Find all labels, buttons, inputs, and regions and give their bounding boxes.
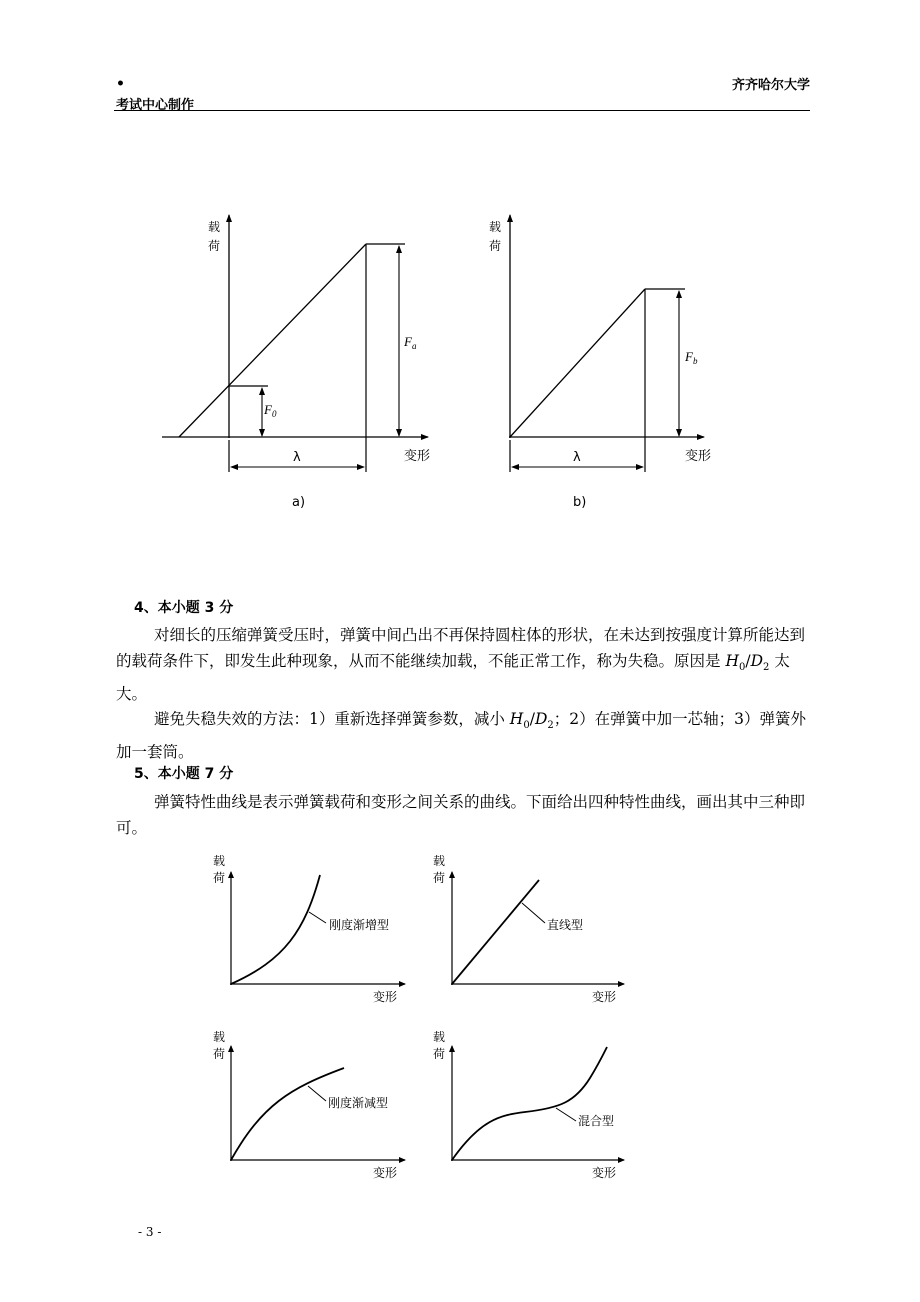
header-right: 齐齐哈尔大学 (731, 78, 810, 93)
panel3-load-2: 荷 (213, 1047, 226, 1061)
fig-a-deform-label: 变形 (404, 449, 431, 464)
fig-b-load-label-1: 载 (489, 220, 502, 234)
panel2-curve-label: 直线型 (547, 918, 584, 932)
panel1-deform: 变形 (373, 990, 398, 1004)
fig-b-lambda-label: λ (573, 450, 581, 465)
panel3-deform: 变形 (373, 1166, 398, 1180)
fig-a-f0-label: $F_0$ (264, 402, 277, 419)
q4-paragraph-1: 对细长的压缩弹簧受压时，弹簧中间凸出不再保持圆柱体的形状，在未达到按强度计算所能达到的载荷条件下，即发生此种现象，从而不能继续加载，不能正常工作，称为失稳。原因是 $H_0/D_2$ 太大。 (116, 626, 806, 704)
q5-title: 5、本小题 7 分 (134, 766, 234, 782)
panel2-load-2: 荷 (433, 871, 446, 885)
curve-panel-2 (433, 853, 624, 1004)
fig-a-load-label-2: 荷 (208, 239, 221, 253)
q5-paragraph-1: 弹簧特性曲线是表示弹簧载荷和变形之间关系的曲线。下面给出四种特性曲线，画出其中三种即可。 (116, 793, 806, 837)
q4-paragraph-2: 避免失稳失效的方法：1）重新选择弹簧参数，减小 $H_0/D_2$；2）在弹簧中加一芯轴；3）弹簧外加一套筒。 (116, 710, 806, 762)
panel4-load-1: 载 (433, 1030, 446, 1044)
curve-softening (231, 1068, 344, 1160)
curve-mixed (452, 1047, 607, 1160)
fig-b-fb-label: $F_b$ (685, 349, 698, 366)
panel1-curve-label: 刚度渐增型 (329, 918, 390, 932)
header-dot: • (116, 76, 125, 92)
fig-a-lambda-label: λ (293, 450, 301, 465)
curve-linear (452, 880, 539, 984)
q4-title: 4、本小题 3 分 (134, 600, 234, 616)
fig-b-caption: b) (573, 495, 587, 510)
fig-a-load-label-1: 载 (208, 220, 221, 234)
fig-a-caption: a) (292, 495, 306, 510)
panel3-curve-label: 刚度渐减型 (328, 1096, 389, 1110)
curve-panel-3 (213, 1029, 405, 1180)
panel4-curve-label: 混合型 (578, 1114, 615, 1128)
fig-a-fa-label: $F_a$ (404, 334, 417, 351)
panel3-load-1: 载 (213, 1030, 226, 1044)
fig-b-deform-label: 变形 (685, 449, 712, 464)
panel1-load-2: 荷 (213, 871, 226, 885)
panel2-load-1: 载 (433, 854, 446, 868)
header-left: 考试中心制作 (116, 98, 195, 113)
curve-panel-1 (213, 853, 405, 1004)
curve-stiffening (231, 875, 320, 984)
panel4-deform: 变形 (592, 1166, 617, 1180)
panel4-load-2: 荷 (433, 1047, 446, 1061)
page-number: - 3 - (138, 1225, 162, 1239)
panel2-deform: 变形 (592, 990, 617, 1004)
curve-panel-4 (433, 1029, 624, 1180)
panel1-load-1: 载 (213, 854, 226, 868)
fig-b-load-label-2: 荷 (489, 239, 502, 253)
